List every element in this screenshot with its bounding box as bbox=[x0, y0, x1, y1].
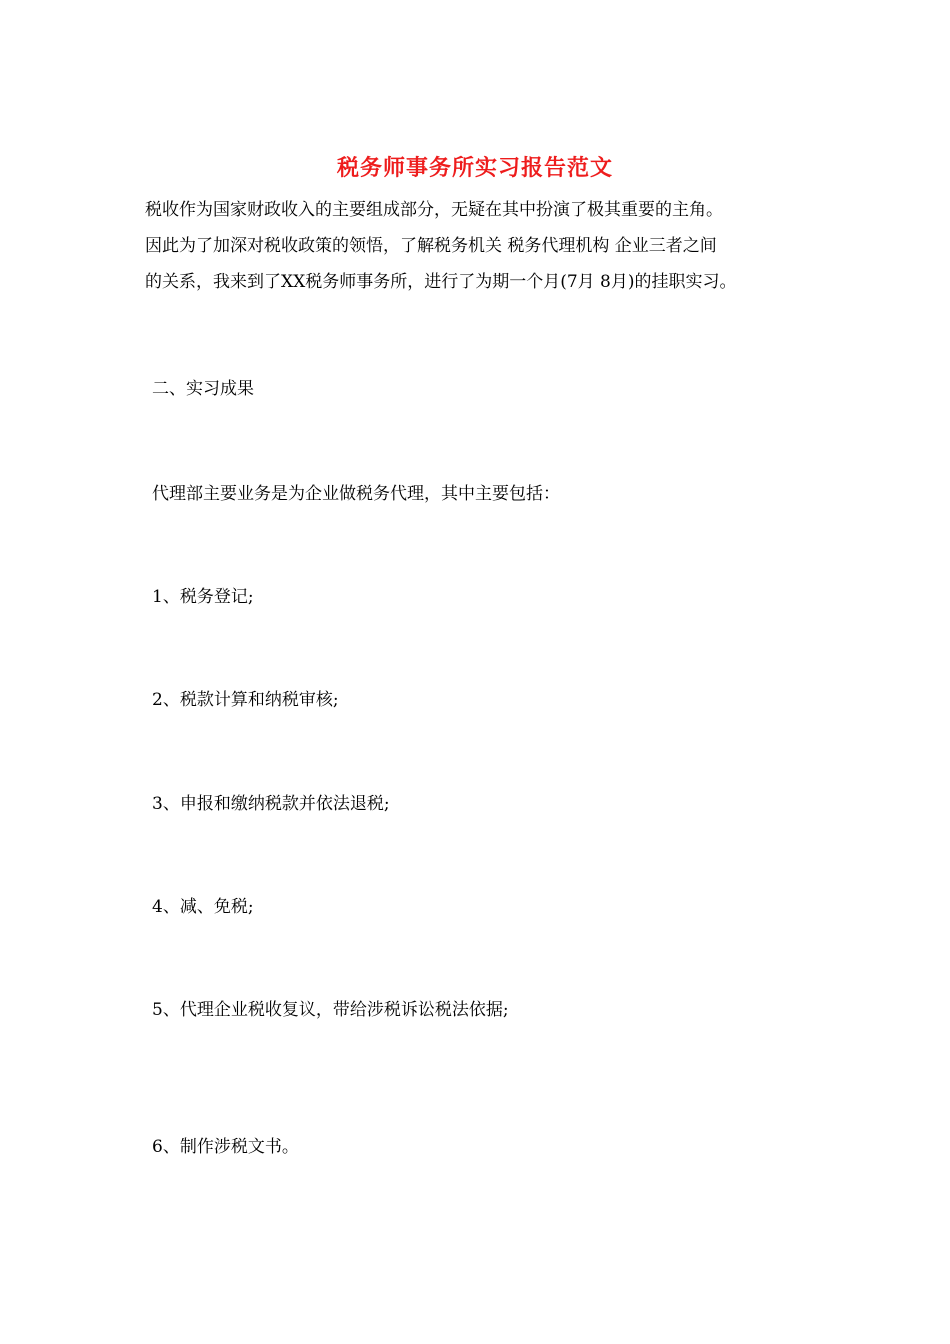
intro-line: 因此为了加深对税收政策的领悟，了解税务机关 税务代理机构 企业三者之间 bbox=[145, 236, 717, 256]
list-item: 4、减、免税; bbox=[152, 897, 254, 917]
intro-paragraph bbox=[145, 196, 825, 304]
list-item: 6、制作涉税文书。 bbox=[152, 1137, 299, 1157]
list-item: 2、税款计算和纳税审核; bbox=[152, 690, 339, 710]
list-item: 5、代理企业税收复议，带给涉税诉讼税法依据; bbox=[152, 1000, 509, 1020]
list-item: 3、申报和缴纳税款并依法退税; bbox=[152, 794, 390, 814]
section-heading: 二、实习成果 bbox=[152, 379, 254, 399]
intro-line: 的关系，我来到了XX税务师事务所，进行了为期一个月(7月 8月)的挂职实习。 bbox=[145, 272, 737, 292]
lead-paragraph: 代理部主要业务是为企业做税务代理，其中主要包括： bbox=[152, 484, 560, 504]
intro-line: 税收作为国家财政收入的主要组成部分，无疑在其中扮演了极其重要的主角。 bbox=[145, 200, 723, 220]
list-item: 1、税务登记; bbox=[152, 587, 254, 607]
document-title: 税务师事务所实习报告范文 bbox=[336, 155, 613, 181]
